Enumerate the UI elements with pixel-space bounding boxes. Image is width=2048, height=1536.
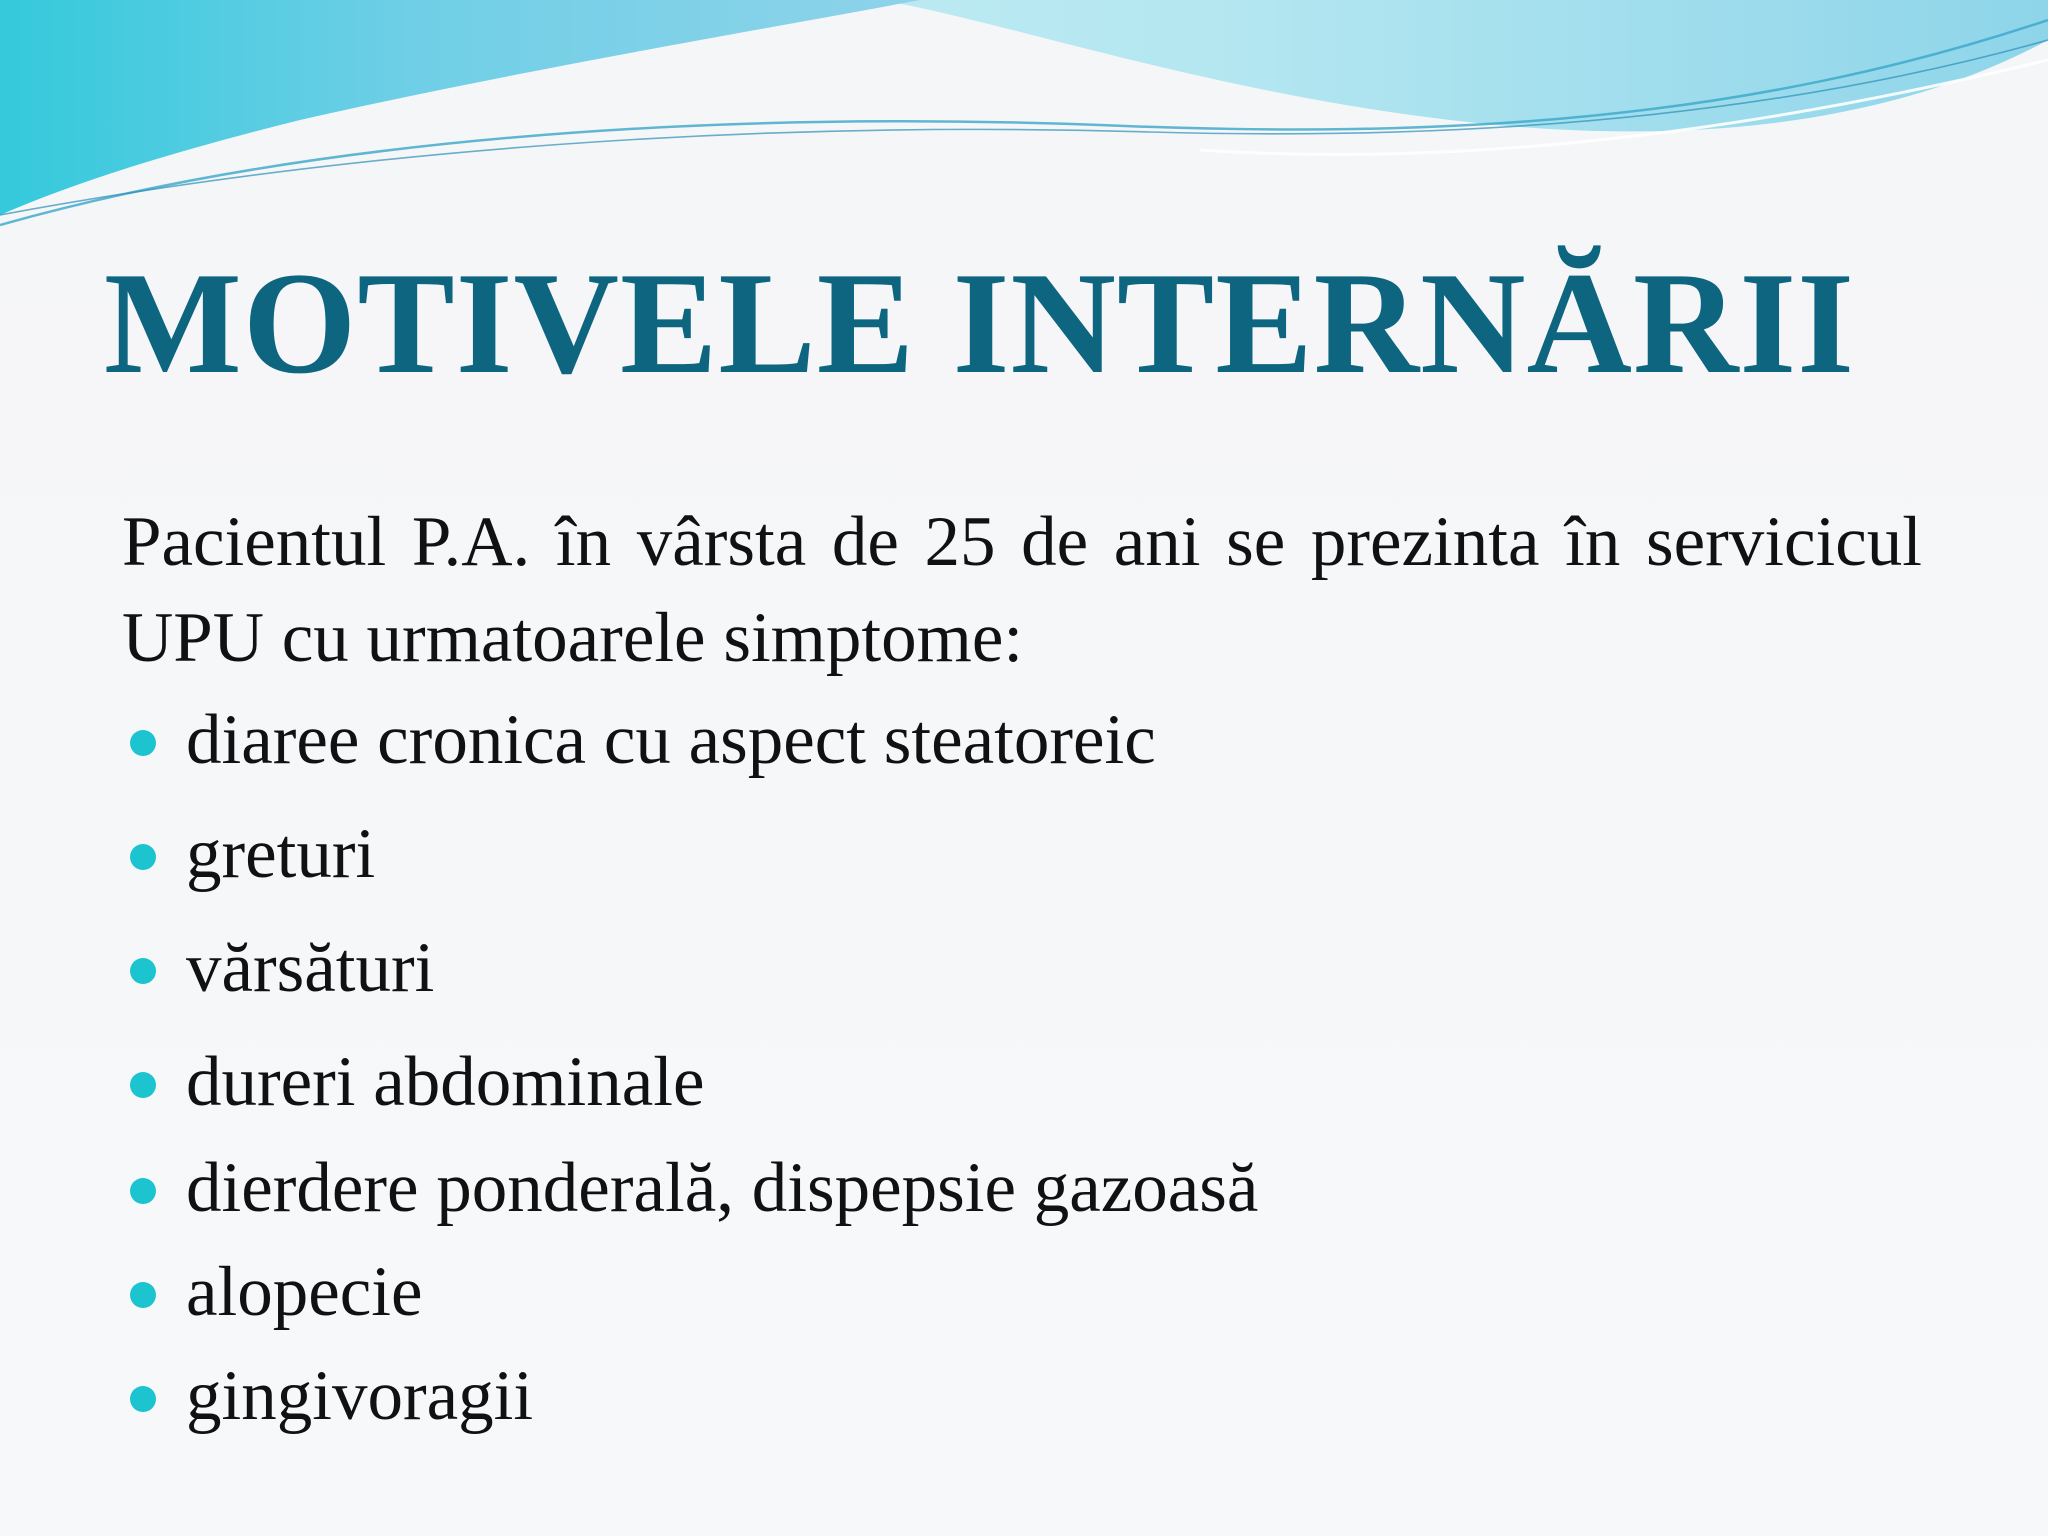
list-item-text: dureri abdominale — [186, 1043, 705, 1121]
bullet-dot-icon — [130, 730, 156, 756]
intro-paragraph: Pacientul P.A. în vârsta de 25 de ani se prezinta în servicicul UPU cu urmatoarele simptome: — [122, 503, 1922, 677]
bullet-dot-icon — [130, 1072, 156, 1098]
list-item-text: alopecie — [186, 1253, 423, 1331]
list-item-text: vărsături — [186, 929, 435, 1007]
list-item-text: gingivoragii — [186, 1357, 534, 1435]
decorative-wave-header — [0, 0, 2048, 240]
bullet-dot-icon — [130, 1282, 156, 1308]
bullet-dot-icon — [130, 1178, 156, 1204]
slide-title: MOTIVELE INTERNĂRII — [104, 242, 1856, 404]
list-item-text: dierdere ponderală, dispepsie gazoasă — [186, 1149, 1259, 1227]
bullet-dot-icon — [130, 958, 156, 984]
bullet-dot-icon — [130, 844, 156, 870]
bullet-dot-icon — [130, 1386, 156, 1412]
list-item-text: diaree cronica cu aspect steatoreic — [186, 701, 1156, 779]
list-item-text: greturi — [186, 815, 376, 893]
